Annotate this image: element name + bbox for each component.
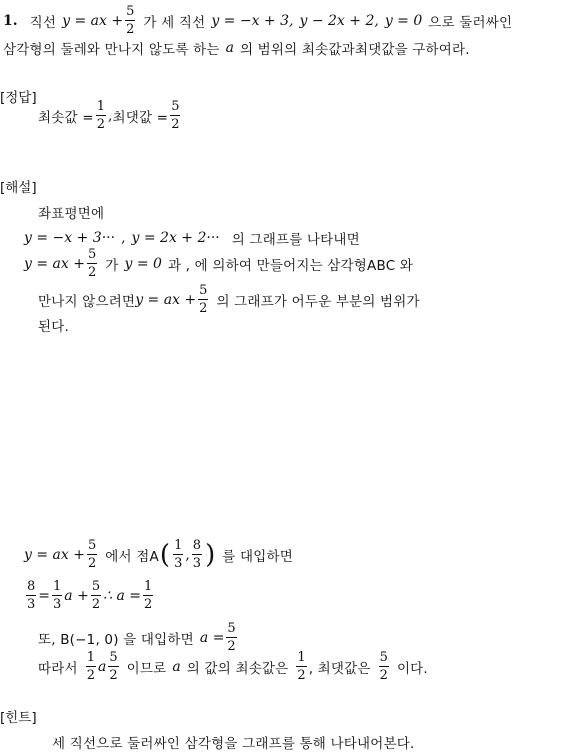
fraction: $\frac{1}{3}$ xyxy=(53,579,62,612)
fraction: $\frac{5}{2}$ xyxy=(171,99,180,132)
fraction: $\frac{8}{3}$ xyxy=(27,579,36,612)
fraction: $\frac{1}{2}$ xyxy=(144,579,153,612)
fraction: $\frac{1}{2}$ xyxy=(297,650,306,683)
explanation-line-7: $\frac{8}{3}$ = $\frac{1}{3}$ a + $\frac{5}{2}$ ∴ a = $\frac{1}{2}$ xyxy=(27,579,153,612)
explanation-line-8: 또, B(−1, 0) 을 대입하면 a = $\frac{5}{2}$ xyxy=(38,621,236,654)
fraction: $\frac{1}{2}$ xyxy=(86,650,96,683)
answer-header: [정답] xyxy=(0,90,37,106)
explanation-line-2: y = −x + 3··· , y = 2x + 2··· 의 그래프를 나타내면 xyxy=(24,230,360,248)
explanation-line-9: 따라서 $\frac{1}{2}$ a $\frac{5}{2}$ 이므로 a 의 값의 최솟값은 $\frac{1}{2}$ , 최댓값은 $\frac{5}{2}$ 이다. xyxy=(38,650,428,683)
explanation-line-1: 좌표평면에 xyxy=(38,206,105,222)
answer-line: 최솟값 = $\frac{1}{2}$ , 최댓값 = $\frac{5}{2}$ xyxy=(38,99,180,132)
fraction: $\frac{5}{2}$ xyxy=(87,247,97,280)
explanation-header: [해설] xyxy=(0,180,37,196)
hint-text: 세 직선으로 둘러싸인 삼각형을 그래프를 통해 나타내어본다. xyxy=(52,736,415,752)
fraction: $\frac{5}{2}$ xyxy=(87,538,97,571)
problem-number: 1. xyxy=(3,12,18,29)
fraction: $\frac{5}{2}$ xyxy=(199,283,208,316)
fraction: $\frac{5}{2}$ xyxy=(227,621,236,654)
fraction: $\frac{5}{2}$ xyxy=(91,579,101,612)
fraction: $\frac{5}{2}$ xyxy=(126,4,135,37)
problem-line-2: 삼각형의 둘레와 만나지 않도록 하는 a 의 범위의 최솟값과최댓값을 구하여라. xyxy=(3,40,470,58)
problem-line-1: 1. 직선 y = ax + $\frac{5}{2}$ 가 세 직선 y = −x + 3, y − 2x + 2, y = 0 으로 둘러싸인 xyxy=(3,4,513,37)
explanation-line-5: 된다. xyxy=(38,319,69,335)
fraction: $\frac{5}{2}$ xyxy=(379,650,388,683)
explanation-line-4: 만나지 않으려면 y = ax + $\frac{5}{2}$ 의 그래프가 어두운 부분의 범위가 xyxy=(38,283,420,316)
explanation-line-6: y = ax + $\frac{5}{2}$ 에서 점A ( $\frac{1}{3}$ , $\frac{8}{3}$ ) 를 대입하면 xyxy=(24,538,293,571)
fraction: $\frac{5}{2}$ xyxy=(109,650,118,683)
fraction: $\frac{8}{3}$ xyxy=(192,538,202,571)
fraction: $\frac{1}{3}$ xyxy=(174,538,183,571)
graph-area xyxy=(30,345,530,535)
hint-header: [힌트] xyxy=(0,710,37,726)
explanation-line-3: y = ax + $\frac{5}{2}$ 가 y = 0 과 , 에 의하여 만들어지는 삼각형ABC 와 xyxy=(24,247,414,280)
fraction: $\frac{1}{2}$ xyxy=(96,99,106,132)
